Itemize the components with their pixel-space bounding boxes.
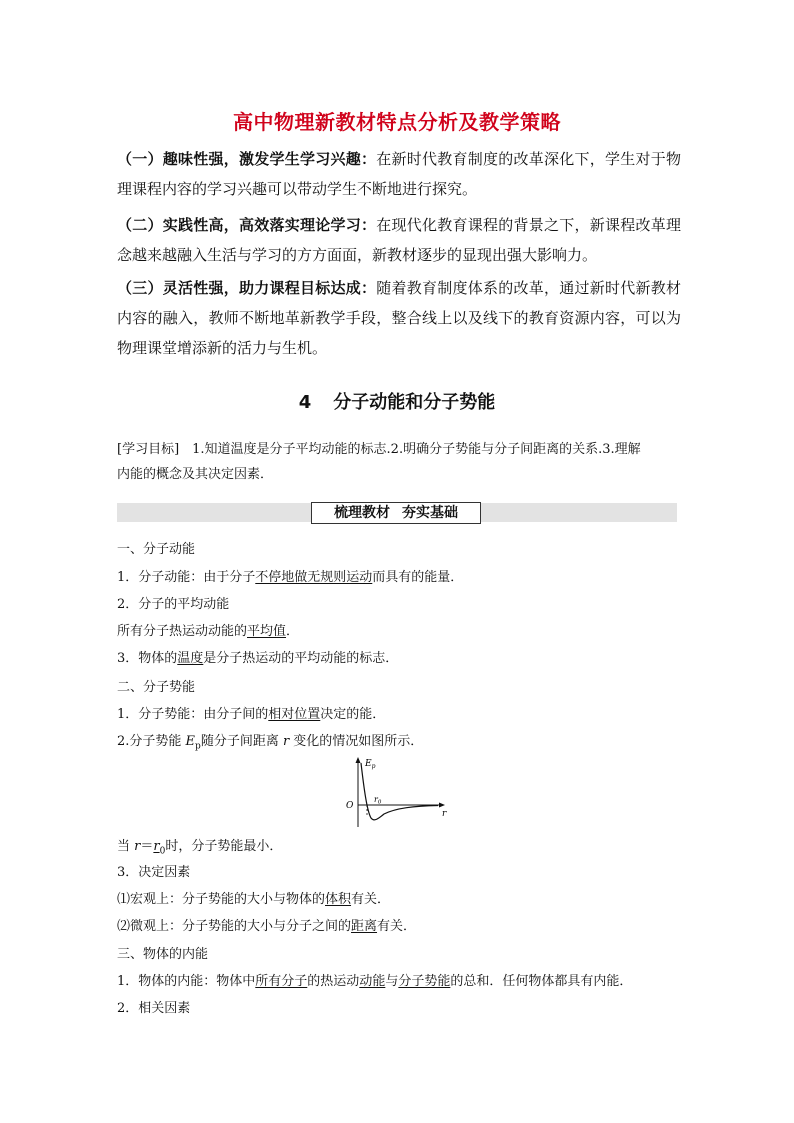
line-temperature — [117, 650, 687, 668]
graph-origin-label: O — [346, 801, 354, 811]
symbol-r0: r — [153, 839, 160, 854]
line-kinetic-def — [117, 569, 687, 587]
underlined-answer: 分子势能 — [398, 974, 451, 989]
graph-curve — [361, 763, 438, 820]
graph-r0-label: r0 — [374, 795, 382, 806]
underlined-answer: 不停地做无规则运动 — [255, 570, 373, 585]
main-title: 高中物理新教材特点分析及教学策略 — [233, 110, 561, 134]
paragraph-practice — [117, 210, 681, 270]
underlined-answer: 所有分子 — [255, 974, 308, 989]
line-avg-kinetic: 2．分子的平均动能 — [117, 597, 230, 612]
subscript: p — [195, 741, 201, 752]
section-title — [0, 388, 794, 414]
line-potential-def — [117, 706, 687, 724]
graph-y-arrow — [356, 757, 361, 763]
underlined-answer: 体积 — [325, 892, 352, 907]
text: 的总和．任何物体都具有内能． — [450, 974, 633, 989]
text: 1．分子势能：由分子间的 — [117, 707, 269, 722]
text: 变化的情况如图所示． — [289, 734, 424, 749]
banner-right-text: 夯实基础 — [402, 505, 458, 521]
text: ＝ — [140, 839, 154, 854]
text: 的热运动 — [307, 974, 360, 989]
underlined-answer: 距离 — [351, 919, 378, 934]
heading-potential: 二、分子势能 — [117, 680, 196, 695]
text: ⑴宏观上：分子势能的大小与物体的 — [117, 892, 326, 907]
symbol-ep: E — [185, 734, 196, 749]
text: 当 — [117, 839, 135, 854]
text: 随分子间距离 — [200, 734, 283, 749]
section-number: 4 — [298, 392, 312, 413]
paragraph-text: 在新时代教育制度的改革深化下，学生对于物理课程内容的学习兴趣可以带动学生不断地进行探究。 — [117, 150, 681, 198]
subscript: 0 — [159, 846, 166, 857]
text: 3．物体的 — [117, 651, 178, 666]
line-potential-graph-intro — [117, 733, 687, 756]
potential-energy-graph — [338, 755, 450, 829]
line-macro — [117, 891, 687, 909]
graph-x-label: r — [442, 809, 447, 819]
line-minimum — [117, 838, 687, 861]
symbol-r: r — [282, 734, 290, 749]
underlined-answer: 温度 — [177, 651, 204, 666]
text: 而具有的能量． — [372, 570, 464, 585]
underlined-answer: 平均值 — [247, 624, 287, 639]
heading-internal-energy: 三、物体的内能 — [117, 947, 209, 962]
text: 与 — [385, 974, 399, 989]
text: 决定的能． — [320, 707, 386, 722]
line-avg-def — [117, 623, 687, 641]
line-micro — [117, 918, 687, 936]
banner-left-text: 梳理教材 — [334, 505, 390, 521]
graph-y-label: $E_p$ — [365, 759, 376, 770]
paragraph-flexibility — [117, 273, 681, 363]
line-factors: 3．决定因素 — [117, 865, 191, 880]
learning-goals — [117, 437, 681, 487]
paragraph-label: （一）趣味性强，激发学生学习兴趣： — [117, 150, 377, 168]
paragraph-text: 随着教育制度体系的改革，通过新时代新教材内容的融入，教师不断地革新教学手段，整合线上以及线下的教育资源内容，可以为物理课堂增添新的活力与生机。 — [117, 279, 681, 357]
paragraph-label: （二）实践性高，高效落实理论学习： — [117, 216, 377, 234]
heading-kinetic: 一、分子动能 — [117, 542, 196, 557]
text: 2.分子势能 — [117, 734, 186, 749]
learning-goals-line: 内能的概念及其决定因素． — [117, 467, 274, 482]
line-internal-energy-def — [117, 973, 687, 991]
graph-x-arrow — [439, 803, 445, 808]
text: 有关． — [377, 919, 417, 934]
underlined-answer — [153, 839, 166, 857]
text: 所有分子热运动动能的 — [117, 624, 248, 639]
section-banner — [311, 502, 481, 524]
text: 1．物体的内能：物体中 — [117, 974, 256, 989]
underlined-answer: 动能 — [359, 974, 386, 989]
text: 时，分子势能最小． — [165, 839, 283, 854]
line-related-factors: 2．相关因素 — [117, 1001, 191, 1016]
learning-goals-line: [学习目标] 1.知道温度是分子平均动能的标志.2.明确分子势能与分子间距离的关系.3.理解 — [117, 442, 641, 457]
text: 1．分子动能：由于分子 — [117, 570, 256, 585]
text: ⑵微观上：分子势能的大小与分子之间的 — [117, 919, 352, 934]
text: ． — [286, 624, 300, 639]
paragraph-text: 在现代化教育课程的背景之下，新课程改革理念越来越融入生活与学习的方方面面，新教材逐步的显现出强大影响力。 — [117, 216, 681, 264]
text: 有关． — [351, 892, 391, 907]
section-title-text: 分子动能和分子势能 — [333, 392, 496, 413]
text: 是分子热运动的平均动能的标志． — [203, 651, 399, 666]
symbol-r: r — [134, 839, 141, 854]
paragraph-label: （三）灵活性强，助力课程目标达成： — [117, 279, 377, 297]
underlined-answer: 相对位置 — [268, 707, 321, 722]
paragraph-interest — [117, 144, 681, 204]
